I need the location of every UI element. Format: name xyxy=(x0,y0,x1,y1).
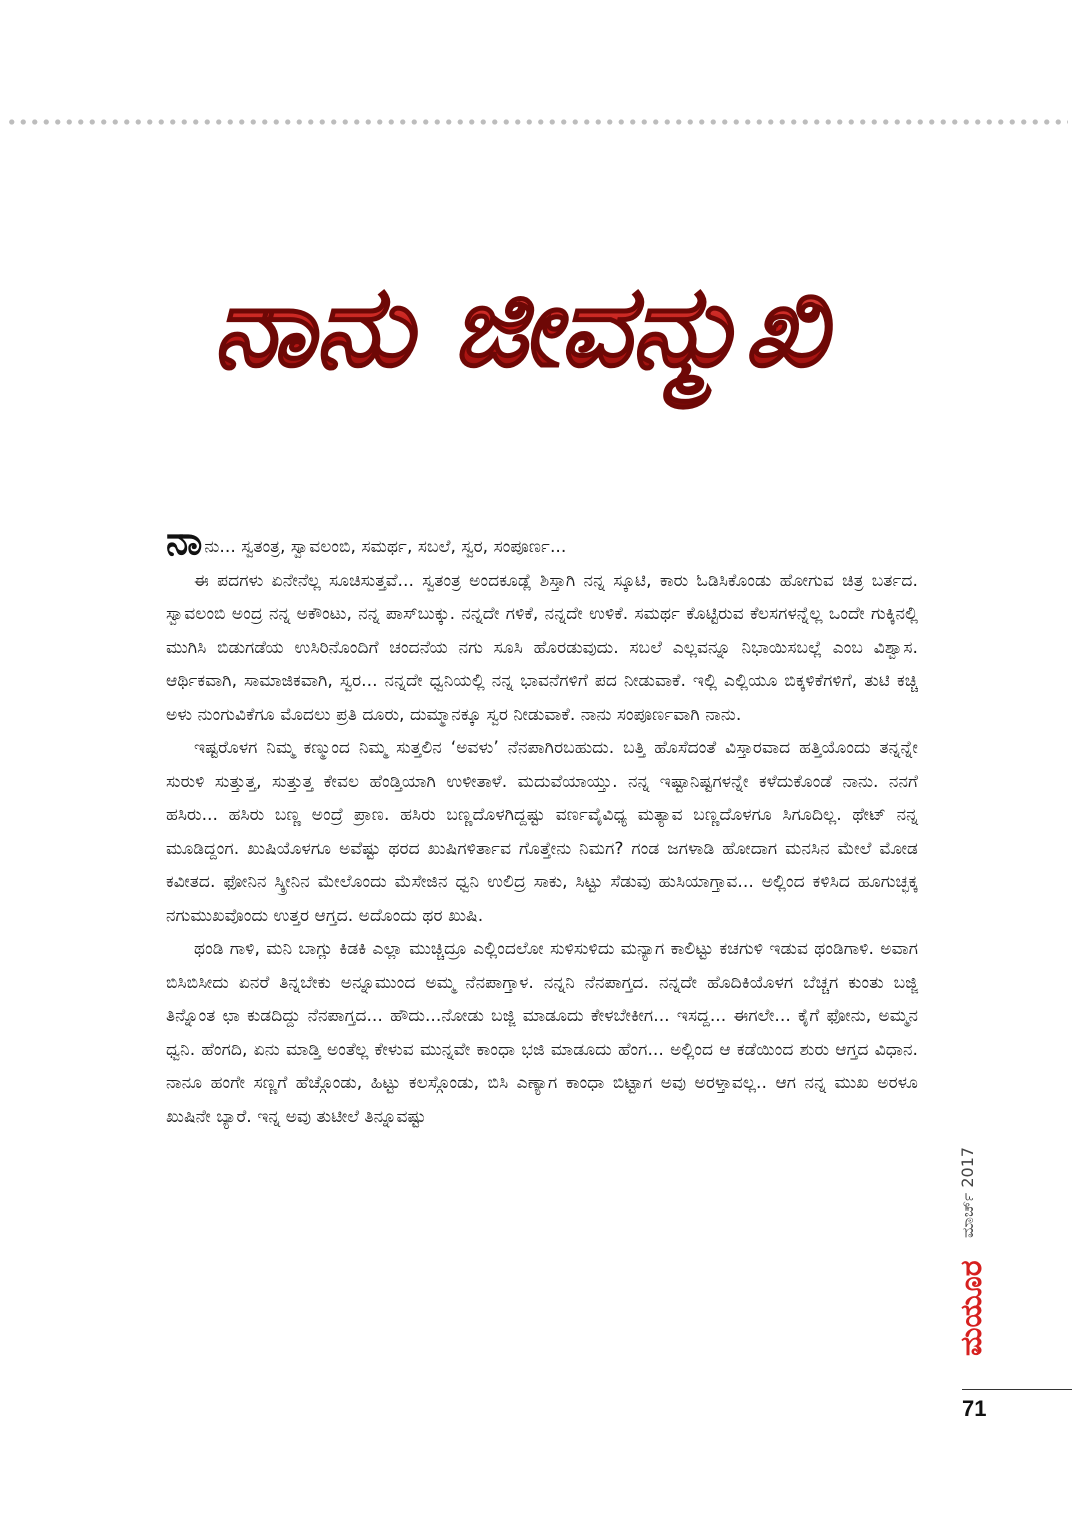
article-paragraph xyxy=(166,518,918,565)
article-paragraph: ಈ ಪದಗಳು ಏನೇನೆಲ್ಲ ಸೂಚಿಸುತ್ತವೆ... ಸ್ವತಂತ್ರ ಅಂದಕೂಡ್ಲೆ ಶಿಸ್ತಾಗಿ ನನ್ನ ಸ್ಕೂಟಿ, ಕಾರು ಓಡಿಸಿಕೊಂಡು ಹೋಗುವ ಚಿತ್ರ ಬರ್ತದ. ಸ್ವಾವಲಂಬಿ ಅಂದ್ರ ನನ್ನ ಅಕೌಂಟು, ನನ್ನ ಪಾಸ್‌ಬುಕ್ಕು. ನನ್ನದೇ ಗಳಿಕೆ, ನನ್ನದೇ ಉಳಿಕೆ. ಸಮರ್ಥ ಕೊಟ್ಟಿರುವ ಕೆಲಸಗಳನ್ನೆಲ್ಲ ಒಂದೇ ಗುಕ್ಕಿನಲ್ಲಿ ಮುಗಿಸಿ ಬಿಡುಗಡೆಯ ಉಸಿರಿನೊಂದಿಗೆ ಚಂದನೆಯ ನಗು ಸೂಸಿ ಹೊರಡುವುದು. ಸಬಲೆ ಎಲ್ಲವನ್ನೂ ನಿಭಾಯಿಸಬಲ್ಲೆ ಎಂಬ ವಿಶ್ವಾಸ. ಆರ್ಥಿಕವಾಗಿ, ಸಾಮಾಜಿಕವಾಗಿ, ಸ್ವರ... ನನ್ನದೇ ಧ್ವನಿಯಲ್ಲಿ ನನ್ನ ಭಾವನೆಗಳಿಗೆ ಪದ ನೀಡುವಾಕೆ. ಇಲ್ಲಿ ಎಲ್ಲಿಯೂ ಬಿಕ್ಕಳಿಕೆಗಳಿಗೆ, ತುಟಿ ಕಚ್ಚಿ ಅಳು ನುಂಗುವಿಕೆಗೂ ಮೊದಲು ಪ್ರತಿ ದೂರು, ದುಮ್ಮಾನಕ್ಕೂ ಸ್ವರ ನೀಡುವಾಕೆ. ನಾನು ಸಂಪೂರ್ಣವಾಗಿ ನಾನು. xyxy=(166,570,918,725)
article-body xyxy=(166,518,918,1134)
page-number: 71 xyxy=(962,1396,987,1421)
top-dotted-rule xyxy=(6,118,1068,126)
issue-date: ಮಾರ್ಚ್ 2017 xyxy=(958,1146,977,1238)
article-title-text: ನಾನು ಜೀವನ್ಮುಖಿ xyxy=(213,261,827,392)
footer-rule xyxy=(962,1389,1072,1390)
article-paragraph: ಥಂಡಿ ಗಾಳಿ, ಮನಿ ಬಾಗ್ಲು ಕಿಡಕಿ ಎಲ್ಲಾ ಮುಚ್ಚಿದ್ರೂ ಎಲ್ಲಿಂದಲೋ ಸುಳಿಸುಳಿದು ಮನ್ಯಾಗ ಕಾಲಿಟ್ಟು ಕಚಗುಳಿ ಇಡುವ ಥಂಡಿಗಾಳಿ. ಅವಾಗ ಬಿಸಿಬಿಸೀದು ಏನರೆ ತಿನ್ನಬೇಕು ಅನ್ನೂಮುಂದ ಅಮ್ಮ ನೆನಪಾಗ್ತಾಳ. ನನ್ನನಿ ನೆನಪಾಗ್ತದ. ನನ್ನದೇ ಹೊದಿಕಿಯೊಳಗ ಬೆಚ್ಚಗ ಕುಂತು ಬಜ್ಜಿ ತಿನ್ನೊಂತ ಛಾ ಕುಡದಿದ್ದು ನೆನಪಾಗ್ತದ... ಹೌದು...ನೋಡು ಬಜ್ಜಿ ಮಾಡೂದು ಕೇಳಬೇಕೀಗ... ಇಸದ್ದ... ಈಗಲೇ... ಕೈಗೆ ಫೋನು, ಅಮ್ಮನ ಧ್ವನಿ. ಹೆಂಗದಿ, ಏನು ಮಾಡ್ತಿ ಅಂತೆಲ್ಲ ಕೇಳುವ ಮುನ್ನವೇ ಕಾಂಧಾ ಭಜಿ ಮಾಡೂದು ಹೆಂಗ... ಅಲ್ಲಿಂದ ಆ ಕಡೆಯಿಂದ ಶುರು ಆಗ್ತದ ವಿಧಾನ. ನಾನೂ ಹಂಗೇ ಸಣ್ಣಗೆ ಹೆಚ್ಗೊಂಡು, ಹಿಟ್ಟು ಕಲಸ್ಗೊಂಡು, ಬಿಸಿ ಎಣ್ಯಾಗ ಕಾಂಧಾ ಬಿಟ್ಟಾಗ ಅವು ಅರಳ್ತಾವಲ್ಲ.. ಆಗ ನನ್ನ ಮುಖ ಅರಳೂ ಖುಷಿನೇ ಬ್ಯಾರೆ. ಇನ್ನ ಅವು ತುಟೀಲೆ ತಿನ್ನೂವಷ್ಟು xyxy=(166,939,918,1127)
magazine-sidebar xyxy=(950,1098,990,1383)
magazine-logo: ಮಯೂರ xyxy=(954,1260,989,1356)
article-title xyxy=(120,225,920,415)
paragraph-text: ನು... ಸ್ವತಂತ್ರ, ಸ್ವಾವಲಂಬಿ, ಸಮರ್ಥ, ಸಬಲೆ, ಸ್ವರ, ಸಂಪೂರ್ಣ... xyxy=(204,537,567,557)
drop-cap: ನಾ xyxy=(166,518,203,564)
article-paragraph: ಇಷ್ಟರೊಳಗ ನಿಮ್ಮ ಕಣ್ಮುಂದ ನಿಮ್ಮ ಸುತ್ತಲಿನ ‘ಅವಳು’ ನೆನಪಾಗಿರಬಹುದು. ಬತ್ತಿ ಹೊಸೆದಂತೆ ವಿಸ್ತಾರವಾದ ಹತ್ತಿಯೊಂದು ತನ್ನನ್ನೇ ಸುರುಳಿ ಸುತ್ತುತ್ತ, ಸುತ್ತುತ್ತ ಕೇವಲ ಹೆಂಡ್ತಿಯಾಗಿ ಉಳೀತಾಳೆ. ಮದುವೆಯಾಯ್ತು. ನನ್ನ ಇಷ್ಟಾನಿಷ್ಟಗಳನ್ನೇ ಕಳೆದುಕೊಂಡೆ ನಾನು. ನನಗೆ ಹಸಿರು... ಹಸಿರು ಬಣ್ಣ ಅಂದ್ರೆ ಪ್ರಾಣ. ಹಸಿರು ಬಣ್ಣದೊಳಗಿದ್ದಷ್ಟು ವರ್ಣವೈವಿಧ್ಯ ಮತ್ಯಾವ ಬಣ್ಣದೊಳಗೂ ಸಿಗೂದಿಲ್ಲ. ಥೇಟ್ ನನ್ನ ಮೂಡಿದ್ದಂಗ. ಖುಷಿಯೊಳಗೂ ಅವೆಷ್ಟು ಥರದ ಖುಷಿಗಳಿರ್ತಾವ ಗೊತ್ತೇನು ನಿಮಗ? ಗಂಡ ಜಗಳಾಡಿ ಹೋದಾಗ ಮನಸಿನ ಮೇಲೆ ಮೋಡ ಕವೀತದ. ಫೋನಿನ ಸ್ಕ್ರೀನಿನ ಮೇಲೊಂದು ಮೆಸೇಜಿನ ಧ್ವನಿ ಉಲಿದ್ರ ಸಾಕು, ಸಿಟ್ಟು ಸೆಡುವು ಹುಸಿಯಾಗ್ತಾವ... ಅಲ್ಲಿಂದ ಕಳಿಸಿದ ಹೂಗುಚ್ಛಕ್ಕ ನಗುಮುಖವೊಂದು ಉತ್ತರ ಆಗ್ತದ. ಅದೊಂದು ಥರ ಖುಷಿ. xyxy=(166,738,918,926)
